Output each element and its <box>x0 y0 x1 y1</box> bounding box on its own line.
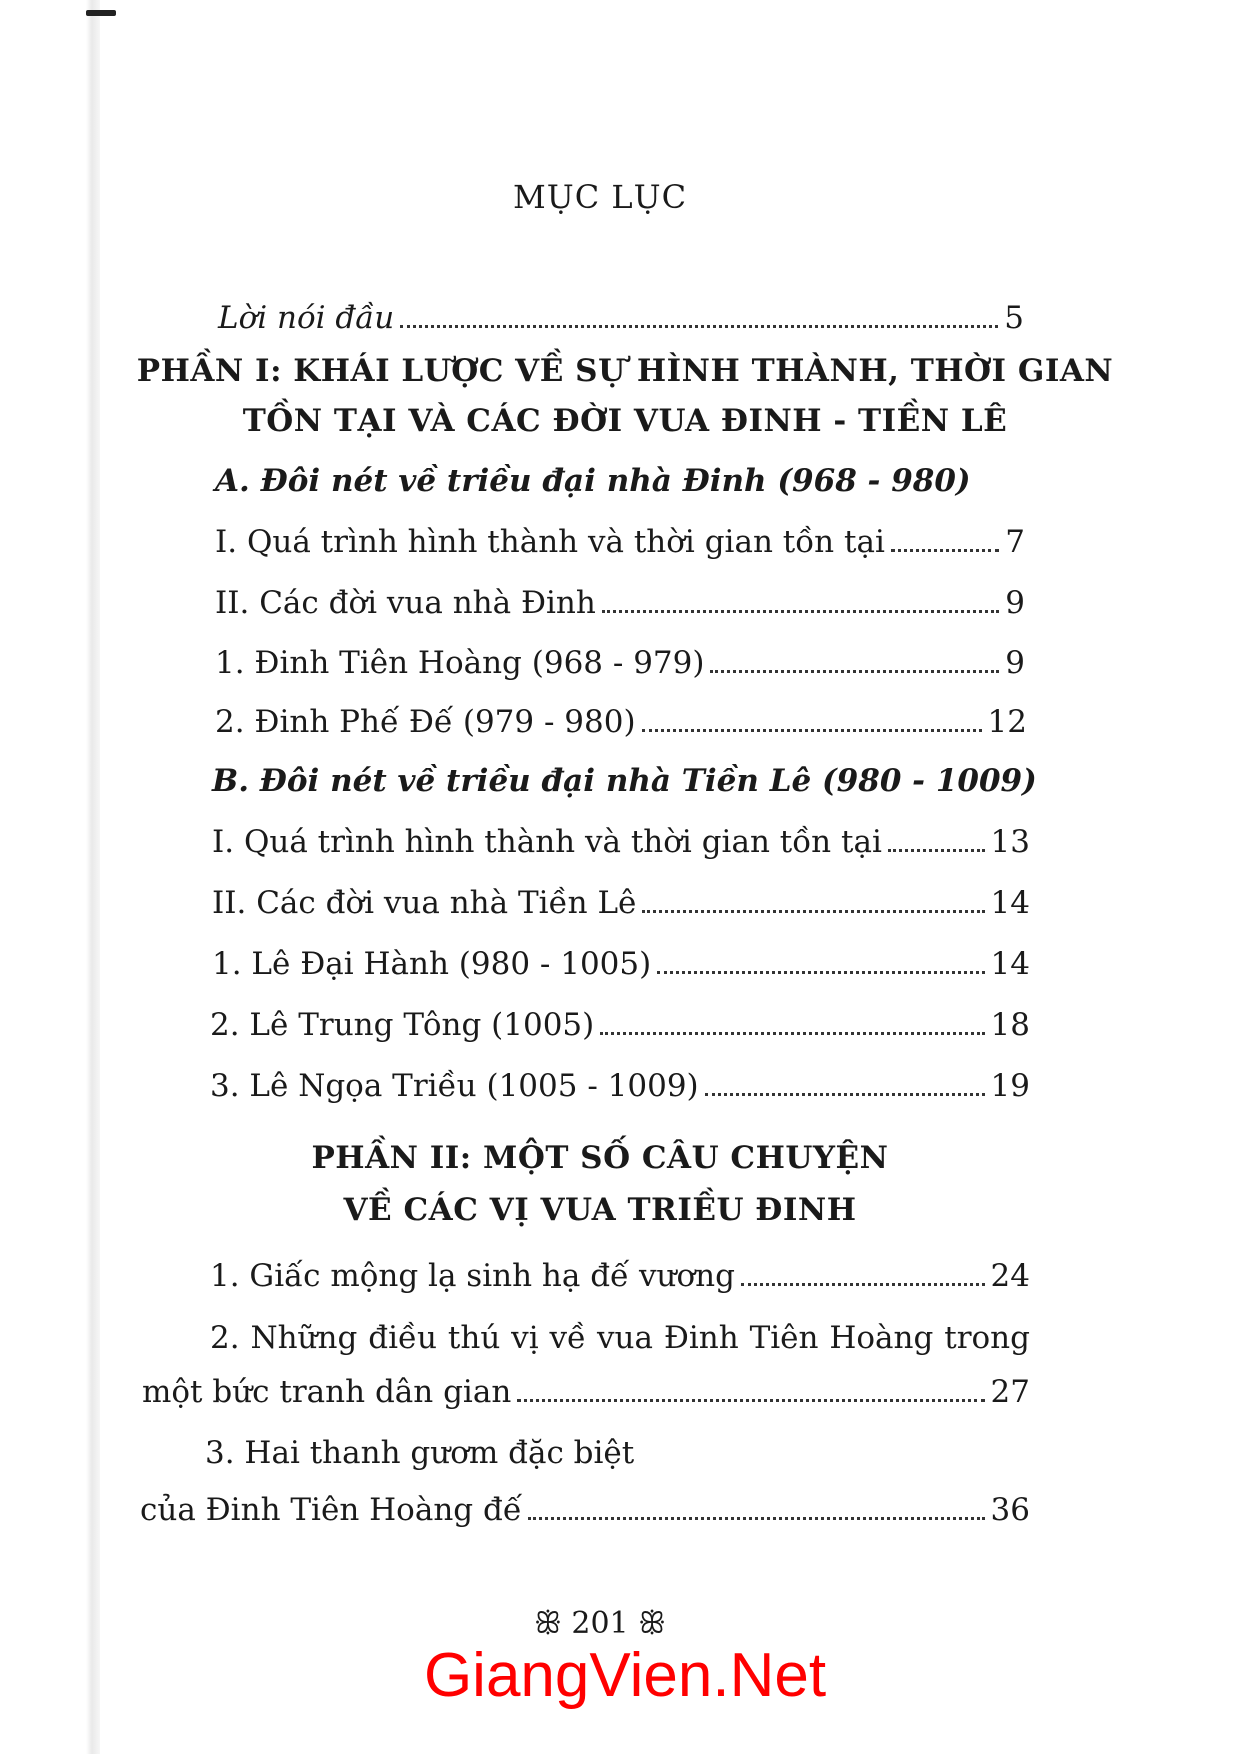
dot-leader <box>657 970 984 974</box>
toc-entry-page: 12 <box>987 704 1027 740</box>
toc-entry-label: 2. Lê Trung Tông (1005) <box>210 1007 595 1043</box>
dot-leader <box>642 728 982 732</box>
toc-entry-page: 9 <box>1005 585 1025 621</box>
dot-leader <box>642 909 984 913</box>
part1-heading-line1: PHẦN I: KHÁI LƯỢC VỀ SỰ HÌNH THÀNH, THỜI GIAN <box>136 353 1114 389</box>
toc-entry-label: II. Các đời vua nhà Đinh <box>215 585 596 621</box>
dot-leader <box>528 1516 985 1520</box>
toc-entry <box>215 702 1027 742</box>
toc-entry-label: 2. Đinh Phế Đế (979 - 980) <box>215 704 636 740</box>
part2-heading-line1: PHẦN II: MỘT SỐ CÂU CHUYỆN <box>311 1140 889 1176</box>
dot-leader <box>741 1282 985 1286</box>
toc-entry-page: 13 <box>990 824 1030 860</box>
part1-heading-line2: TỒN TẠI VÀ CÁC ĐỜI VUA ĐINH - TIỀN LÊ <box>242 403 1008 439</box>
dot-leader <box>602 609 999 613</box>
dot-leader <box>600 1031 984 1035</box>
toc-entry-line1: 3. Hai thanh gươm đặc biệt <box>205 1435 635 1471</box>
toc-entry-page: 24 <box>990 1258 1030 1294</box>
toc-entry <box>215 583 1025 623</box>
toc-entry-label: 1. Đinh Tiên Hoàng (968 - 979) <box>215 645 705 681</box>
section-a-title: A. Đôi nét về triều đại nhà Đinh (968 - 980) <box>215 463 971 499</box>
toc-entry <box>215 643 1025 683</box>
toc-entry-page: 9 <box>1005 645 1025 681</box>
page-title: MỤC LỤC <box>512 178 688 216</box>
toc-entry-label: I. Quá trình hình thành và thời gian tồn tại <box>212 824 882 860</box>
section-b-title: B. Đôi nét về triều đại nhà Tiền Lê (980 - 1009) <box>212 763 1037 799</box>
toc-entry-label: 1. Giấc mộng lạ sinh hạ đế vương <box>210 1258 735 1294</box>
toc-entry-preface <box>218 298 1024 338</box>
page-number: ꕥ 201 ꕥ <box>533 1606 666 1641</box>
toc-entry-page: 18 <box>990 1007 1030 1043</box>
dot-leader <box>400 324 998 328</box>
toc-entry-label: II. Các đời vua nhà Tiền Lê <box>212 885 637 921</box>
toc-entry-page: 27 <box>990 1374 1030 1410</box>
toc-entry <box>212 883 1030 923</box>
toc-entry-line1: 2. Những điều thú vị về vua Đinh Tiên Hoàng trong <box>210 1320 1030 1356</box>
toc-entry-label: 3. Lê Ngọa Triều (1005 - 1009) <box>210 1068 699 1104</box>
dot-leader <box>705 1092 985 1096</box>
toc-entry-label: một bức tranh dân gian <box>142 1374 512 1410</box>
dot-leader <box>888 848 985 852</box>
toc-entry-page: 36 <box>990 1492 1030 1528</box>
dot-leader <box>517 1398 984 1402</box>
dot-leader <box>891 548 999 552</box>
toc-entry-label: Lời nói đầu <box>218 300 395 336</box>
toc-entry <box>210 1066 1030 1106</box>
toc-entry-page: 5 <box>1004 300 1024 336</box>
toc-entry-page: 14 <box>990 946 1030 982</box>
toc-entry <box>140 1490 1030 1530</box>
toc-entry-label: của Đinh Tiên Hoàng đế <box>140 1492 522 1528</box>
corner-mark <box>86 10 116 16</box>
dot-leader <box>710 669 999 673</box>
toc-entry <box>215 522 1025 562</box>
part2-heading-line2: VỀ CÁC VỊ VUA TRIỀU ĐINH <box>343 1192 857 1228</box>
toc-entry <box>142 1372 1030 1412</box>
toc-entry-label: I. Quá trình hình thành và thời gian tồn tại <box>215 524 885 560</box>
watermark-text: GiangVien.Net <box>423 1641 827 1710</box>
toc-entry-label: 1. Lê Đại Hành (980 - 1005) <box>212 946 652 982</box>
toc-entry-page: 14 <box>990 885 1030 921</box>
toc-entry <box>210 1256 1030 1296</box>
book-spine-shadow <box>0 0 100 1754</box>
toc-entry <box>210 1005 1030 1045</box>
toc-entry <box>212 822 1030 862</box>
toc-entry <box>212 944 1030 984</box>
toc-entry-page: 7 <box>1005 524 1025 560</box>
toc-entry-page: 19 <box>990 1068 1030 1104</box>
